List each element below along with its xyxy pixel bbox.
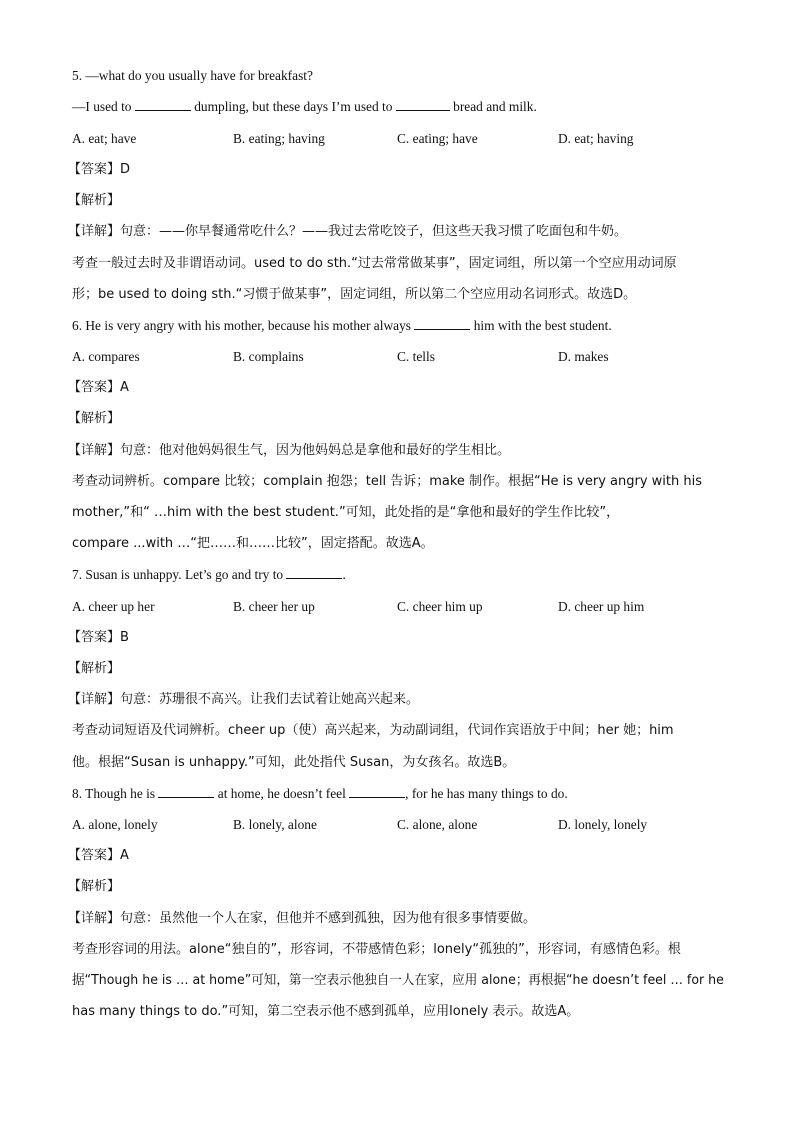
explanation-line: 据“Though he is … at home”可知，第一空表示他独自一人在家，应用 alone；再根据“he doesn’t feel … for he	[72, 973, 724, 988]
answer-blank	[286, 566, 342, 579]
explanation-line: 考查动词短语及代词辨析。cheer up（使）高兴起来，为动副词组，代词作宾语放于中间；her 她；him	[72, 723, 674, 738]
question-6-stem	[72, 317, 612, 335]
answer-label: 【答案】A	[68, 848, 129, 863]
answer-blank	[349, 785, 405, 798]
stem-text: 8. Though he is	[72, 786, 159, 801]
option-d: D. makes	[558, 349, 609, 364]
stem-text: bread and milk.	[449, 99, 537, 114]
question-7-stem	[72, 566, 346, 584]
analysis-label: 【解析】	[68, 411, 121, 426]
option-b: B. complains	[233, 349, 304, 364]
explanation-line: compare ...with …“把……和……比较”，固定搭配。故选A。	[72, 536, 434, 551]
option-b: B. cheer her up	[233, 599, 315, 614]
option-d: D. lonely, lonely	[558, 817, 648, 832]
question-5-options	[0, 130, 794, 148]
answer-label: 【答案】B	[68, 630, 129, 645]
option-a: A. compares	[72, 349, 140, 364]
answer-blank	[135, 98, 191, 111]
analysis-label: 【解析】	[68, 193, 121, 208]
option-d: D. cheer up him	[558, 599, 645, 614]
stem-text: dumpling, but these days I’m used to	[190, 99, 396, 114]
option-c: C. cheer him up	[397, 599, 483, 614]
explanation-line: 考查形容词的用法。alone“独自的”，形容词，不带感情色彩；lonely“孤独的”，形容词，有感情色彩。根	[72, 942, 681, 957]
detail-text: 【详解】句意：苏珊很不高兴。让我们去试着让她高兴起来。	[68, 692, 420, 707]
stem-text: 5. —what do you usually have for breakfast?	[72, 68, 313, 83]
stem-text: .	[342, 567, 346, 582]
stem-text: 7. Susan is unhappy. Let’s go and try to	[72, 567, 287, 582]
option-a: A. alone, lonely	[72, 817, 158, 832]
answer-blank	[414, 317, 470, 330]
question-7-options	[0, 598, 794, 616]
explanation-line: 考查一般过去时及非谓语动词。used to do sth.“过去常常做某事”，固定词组，所以第一个空应用动词原	[72, 256, 677, 271]
explanation-line: has many things to do.”可知，第二空表示他不感到孤单，应用lonely 表示。故选A。	[72, 1004, 580, 1019]
analysis-label: 【解析】	[68, 879, 121, 894]
detail-text: 【详解】句意：虽然他一个人在家，但他并不感到孤独，因为他有很多事情要做。	[68, 911, 537, 926]
explanation-line: 他。根据“Susan is unhappy.”可知，此处指代 Susan，为女孩名。故选B。	[72, 755, 516, 770]
answer-label: 【答案】D	[68, 162, 131, 177]
stem-text: at home, he doesn’t feel	[214, 786, 350, 801]
question-5-stem-2	[72, 98, 537, 116]
question-5-stem	[72, 67, 313, 85]
option-a: A. eat; have	[72, 131, 137, 146]
analysis-label: 【解析】	[68, 661, 121, 676]
option-c: C. alone, alone	[397, 817, 478, 832]
stem-text: , for he has many things to do.	[405, 786, 568, 801]
answer-label: 【答案】A	[68, 380, 129, 395]
question-6-options	[0, 348, 794, 366]
stem-text: 6. He is very angry with his mother, because his mother always	[72, 318, 415, 333]
explanation-line: mother,”和“ …him with the best student.”可知，此处指的是“拿他和最好的学生作比较”，	[72, 505, 620, 520]
question-8-options	[0, 816, 794, 834]
explanation-line: 考查动词辨析。compare 比较；complain 抱怨；tell 告诉；make 制作。根据“He is very angry with his	[72, 474, 703, 489]
option-a: A. cheer up her	[72, 599, 155, 614]
option-c: C. tells	[397, 349, 435, 364]
explanation-line: 形；be used to doing sth.“习惯于做某事”，固定词组，所以第二个空应用动名词形式。故选D。	[72, 287, 637, 302]
question-8-stem	[72, 785, 568, 803]
detail-text: 【详解】句意：——你早餐通常吃什么？——我过去常吃饺子，但这些天我习惯了吃面包和牛奶。	[68, 224, 628, 239]
option-c: C. eating; have	[397, 131, 478, 146]
option-d: D. eat; having	[558, 131, 634, 146]
answer-blank	[396, 98, 450, 111]
option-b: B. lonely, alone	[233, 817, 317, 832]
detail-text: 【详解】句意：他对他妈妈很生气，因为他妈妈总是拿他和最好的学生相比。	[68, 443, 511, 458]
stem-text: —I used to	[72, 99, 135, 114]
stem-text: him with the best student.	[470, 318, 612, 333]
answer-blank	[158, 785, 214, 798]
option-b: B. eating; having	[233, 131, 325, 146]
